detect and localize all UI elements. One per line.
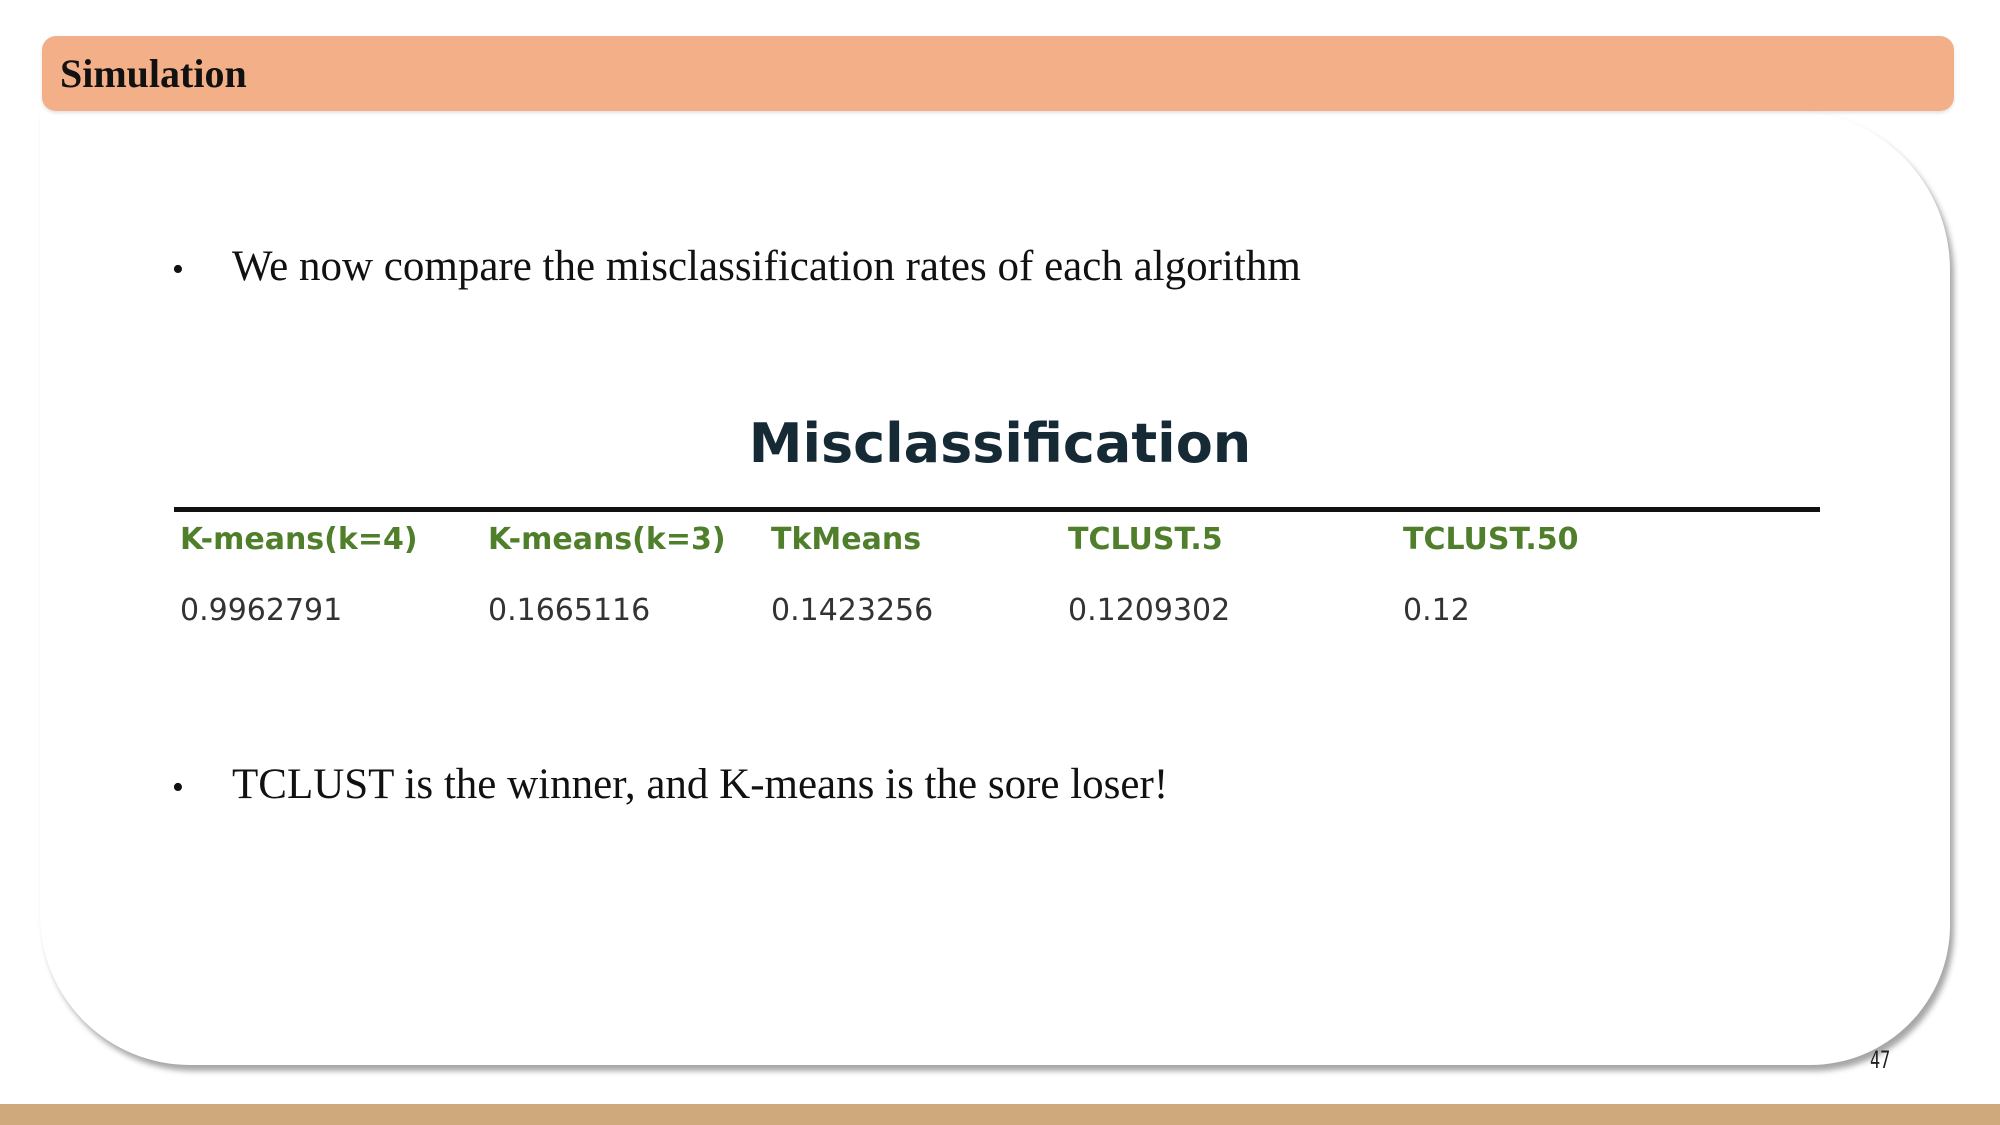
table-value-cell: 0.1209302 xyxy=(1068,593,1231,628)
footer-bar xyxy=(0,1104,2000,1125)
table-header-cell: TCLUST.50 xyxy=(1403,522,1579,557)
title-bar xyxy=(42,36,1954,111)
table-header-cell: K-means(k=3) xyxy=(488,522,726,557)
table-value-cell: 0.1423256 xyxy=(771,593,934,628)
table-header-cell: TkMeans xyxy=(771,522,922,557)
table-title: Misclassification xyxy=(748,412,1252,475)
bullet-item xyxy=(172,760,1168,809)
table-header-cell: K-means(k=4) xyxy=(180,522,418,557)
table-value-cell: 0.12 xyxy=(1403,593,1470,628)
table-rule xyxy=(174,507,1820,512)
slide-title: Simulation xyxy=(60,51,247,96)
bullet-dot: • xyxy=(172,769,184,806)
bullet-dot: • xyxy=(172,251,184,288)
bullet-text: We now compare the misclassification rates of each algorithm xyxy=(232,243,1301,290)
table-header-cell: TCLUST.5 xyxy=(1068,522,1223,557)
table-value-cell: 0.9962791 xyxy=(180,593,343,628)
table-value-cell: 0.1665116 xyxy=(488,593,651,628)
bullet-item xyxy=(172,242,1301,291)
page-number: 47 xyxy=(1870,1046,1891,1074)
bullet-text: TCLUST is the winner, and K-means is the sore loser! xyxy=(232,761,1169,808)
